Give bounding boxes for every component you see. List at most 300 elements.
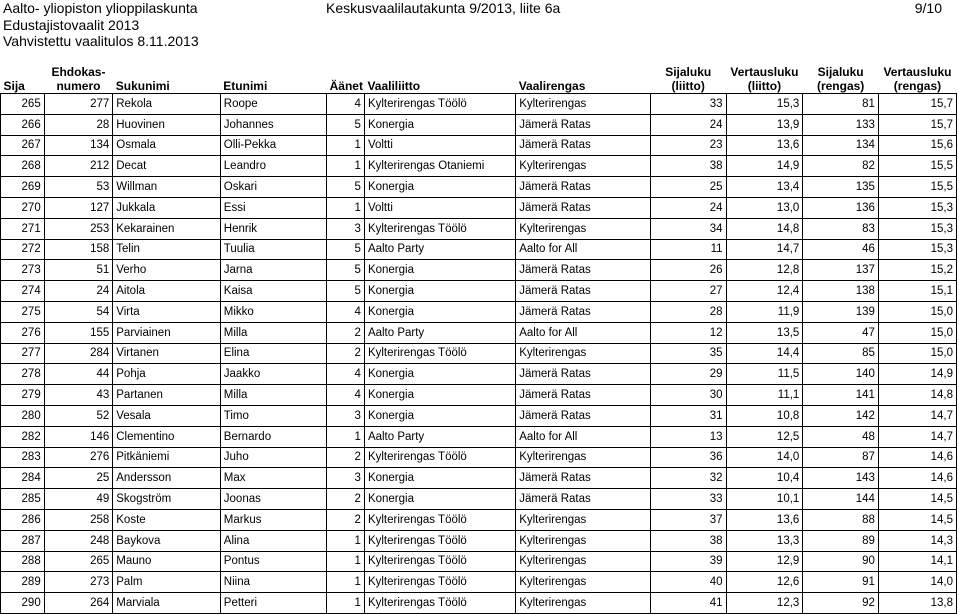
table-row: [1, 322, 957, 343]
cell-ehdokasnumero: 155: [44, 322, 113, 343]
cell-etunimi: Max: [220, 468, 326, 489]
cell-vaaliliitto: Konergia: [364, 468, 515, 489]
cell-vertausluku-liitto: 12,9: [726, 551, 803, 572]
cell-vaaliliitto: Konergia: [364, 260, 515, 281]
cell-vaalirengas: Kylterirengas: [516, 156, 651, 177]
cell-aanet: 5: [327, 281, 365, 302]
cell-sukunimi: Aitola: [113, 281, 221, 302]
cell-vaaliliitto: Kylterirengas Töölö: [364, 572, 515, 593]
cell-sijaluku-rengas: 142: [803, 405, 879, 426]
cell-sijaluku-rengas: 141: [803, 385, 879, 406]
cell-sukunimi: Decat: [113, 156, 221, 177]
cell-vertausluku-rengas: 14,3: [878, 530, 956, 551]
cell-sija: 271: [1, 218, 45, 239]
cell-vertausluku-rengas: 15,6: [878, 135, 956, 156]
column-header-aanet: Äänet: [329, 79, 363, 93]
cell-vaalirengas: Jämerä Ratas: [516, 260, 651, 281]
cell-vertausluku-rengas: 14,8: [878, 385, 956, 406]
cell-sijaluku-rengas: 135: [803, 177, 879, 198]
cell-vaaliliitto: Konergia: [364, 489, 515, 510]
table-row: [1, 572, 957, 593]
cell-aanet: 3: [327, 468, 365, 489]
cell-sijaluku-liitto: 40: [650, 572, 726, 593]
cell-sijaluku-liitto: 33: [650, 94, 726, 115]
cell-vertausluku-liitto: 13,4: [726, 177, 803, 198]
cell-vaalirengas: Jämerä Ratas: [516, 468, 651, 489]
cell-vaaliliitto: Kylterirengas Töölö: [364, 94, 515, 115]
cell-vaalirengas: Jämerä Ratas: [516, 301, 651, 322]
cell-vaaliliitto: Konergia: [364, 405, 515, 426]
cell-etunimi: Bernardo: [220, 426, 326, 447]
cell-vertausluku-liitto: 12,8: [726, 260, 803, 281]
cell-vaaliliitto: Konergia: [364, 364, 515, 385]
cell-aanet: 2: [327, 489, 365, 510]
cell-sijaluku-rengas: 134: [803, 135, 879, 156]
cell-sijaluku-liitto: 37: [650, 509, 726, 530]
cell-sija: 289: [1, 572, 45, 593]
cell-sijaluku-liitto: 29: [650, 364, 726, 385]
cell-vaalirengas: Kylterirengas: [516, 509, 651, 530]
cell-vaaliliitto: Voltti: [364, 135, 515, 156]
cell-vaaliliitto: Konergia: [364, 301, 515, 322]
cell-vertausluku-liitto: 11,5: [726, 364, 803, 385]
cell-vaalirengas: Kylterirengas: [516, 530, 651, 551]
table-row: [1, 239, 957, 260]
cell-vertausluku-rengas: 14,9: [878, 364, 956, 385]
cell-aanet: 4: [327, 94, 365, 115]
cell-vertausluku-rengas: 14,5: [878, 509, 956, 530]
cell-sija: 268: [1, 156, 45, 177]
cell-vertausluku-liitto: 10,8: [726, 405, 803, 426]
cell-vertausluku-liitto: 12,5: [726, 426, 803, 447]
cell-aanet: 5: [327, 260, 365, 281]
sijaluku-liitto-header-text: Sijaluku (liitto): [665, 65, 712, 93]
column-header-etunimi: Etunimi: [223, 79, 268, 93]
cell-sijaluku-rengas: 139: [803, 301, 879, 322]
cell-vaalirengas: Jämerä Ratas: [516, 114, 651, 135]
cell-sukunimi: Rekola: [113, 94, 221, 115]
cell-vertausluku-rengas: 15,1: [878, 281, 956, 302]
cell-ehdokasnumero: 276: [44, 447, 113, 468]
cell-sijaluku-rengas: 133: [803, 114, 879, 135]
cell-sijaluku-liitto: 25: [650, 177, 726, 198]
cell-sijaluku-liitto: 27: [650, 281, 726, 302]
cell-sija: 283: [1, 447, 45, 468]
cell-ehdokasnumero: 277: [44, 94, 113, 115]
cell-sijaluku-liitto: 30: [650, 385, 726, 406]
cell-sija: 272: [1, 239, 45, 260]
cell-sijaluku-rengas: 138: [803, 281, 879, 302]
cell-sija: 286: [1, 509, 45, 530]
cell-vaalirengas: Kylterirengas: [516, 218, 651, 239]
cell-sijaluku-liitto: 28: [650, 301, 726, 322]
cell-sukunimi: Virtanen: [113, 343, 221, 364]
cell-sukunimi: Telin: [113, 239, 221, 260]
cell-vaaliliitto: Konergia: [364, 385, 515, 406]
cell-sijaluku-liitto: 32: [650, 468, 726, 489]
column-header-sukunimi: Sukunimi: [115, 79, 170, 93]
cell-sijaluku-rengas: 143: [803, 468, 879, 489]
cell-sijaluku-liitto: 38: [650, 156, 726, 177]
cell-aanet: 4: [327, 385, 365, 406]
cell-vertausluku-rengas: 14,6: [878, 468, 956, 489]
cell-vaaliliitto: Aalto Party: [364, 322, 515, 343]
cell-vertausluku-rengas: 14,7: [878, 426, 956, 447]
column-header-vertausluku-liitto: [726, 63, 803, 94]
cell-vaalirengas: Jämerä Ratas: [516, 135, 651, 156]
cell-vertausluku-rengas: 15,0: [878, 343, 956, 364]
cell-aanet: 1: [327, 551, 365, 572]
cell-sija: 265: [1, 94, 45, 115]
cell-aanet: 4: [327, 301, 365, 322]
cell-ehdokasnumero: 264: [44, 593, 113, 614]
table-row: [1, 156, 957, 177]
cell-aanet: 1: [327, 156, 365, 177]
ehdokasnumero-header-text: Ehdokas- numero: [51, 65, 106, 93]
cell-vertausluku-rengas: 15,5: [878, 177, 956, 198]
confirmation-date: Vahvistettu vaalitulos 8.11.2013: [3, 33, 199, 49]
cell-etunimi: Jaakko: [220, 364, 326, 385]
cell-ehdokasnumero: 284: [44, 343, 113, 364]
cell-sukunimi: Jukkala: [113, 197, 221, 218]
table-row: [1, 364, 957, 385]
cell-sukunimi: Pohja: [113, 364, 221, 385]
cell-etunimi: Mikko: [220, 301, 326, 322]
cell-vaaliliitto: Kylterirengas Töölö: [364, 447, 515, 468]
cell-vertausluku-rengas: 14,7: [878, 405, 956, 426]
cell-etunimi: Markus: [220, 509, 326, 530]
cell-aanet: 2: [327, 447, 365, 468]
cell-sijaluku-rengas: 46: [803, 239, 879, 260]
cell-sijaluku-liitto: 24: [650, 197, 726, 218]
cell-sukunimi: Andersson: [113, 468, 221, 489]
cell-etunimi: Henrik: [220, 218, 326, 239]
cell-aanet: 1: [327, 530, 365, 551]
table-row: [1, 343, 957, 364]
cell-sijaluku-rengas: 144: [803, 489, 879, 510]
election-name: Edustajistovaalit 2013: [3, 16, 140, 33]
cell-sijaluku-rengas: 136: [803, 197, 879, 218]
cell-vaalirengas: Kylterirengas: [516, 572, 651, 593]
cell-etunimi: Jarna: [220, 260, 326, 281]
table-row: [1, 551, 957, 572]
cell-vaaliliitto: Kylterirengas Otaniemi: [364, 156, 515, 177]
cell-etunimi: Joonas: [220, 489, 326, 510]
table-row: [1, 94, 957, 115]
cell-sijaluku-liitto: 12: [650, 322, 726, 343]
cell-sija: 267: [1, 135, 45, 156]
table-row: [1, 177, 957, 198]
cell-sijaluku-liitto: 23: [650, 135, 726, 156]
cell-sijaluku-rengas: 89: [803, 530, 879, 551]
cell-sukunimi: Virta: [113, 301, 221, 322]
cell-sukunimi: Huovinen: [113, 114, 221, 135]
cell-etunimi: Alina: [220, 530, 326, 551]
cell-vaaliliitto: Konergia: [364, 177, 515, 198]
table-row: [1, 530, 957, 551]
cell-etunimi: Timo: [220, 405, 326, 426]
cell-vertausluku-rengas: 15,5: [878, 156, 956, 177]
cell-vertausluku-liitto: 12,3: [726, 593, 803, 614]
cell-ehdokasnumero: 24: [44, 281, 113, 302]
cell-sijaluku-liitto: 13: [650, 426, 726, 447]
cell-ehdokasnumero: 54: [44, 301, 113, 322]
cell-vertausluku-liitto: 10,1: [726, 489, 803, 510]
cell-vaalirengas: Aalto for All: [516, 426, 651, 447]
cell-ehdokasnumero: 158: [44, 239, 113, 260]
cell-vertausluku-rengas: 15,0: [878, 301, 956, 322]
cell-sukunimi: Mauno: [113, 551, 221, 572]
cell-vaaliliitto: Konergia: [364, 281, 515, 302]
vertausluku-liitto-header-text: Vertausluku (liitto): [730, 65, 799, 93]
cell-ehdokasnumero: 52: [44, 405, 113, 426]
cell-sijaluku-liitto: 31: [650, 405, 726, 426]
document-header-left: [3, 0, 199, 50]
cell-sija: 280: [1, 405, 45, 426]
cell-etunimi: Tuulia: [220, 239, 326, 260]
cell-ehdokasnumero: 253: [44, 218, 113, 239]
cell-sijaluku-rengas: 91: [803, 572, 879, 593]
cell-vaalirengas: Jämerä Ratas: [516, 405, 651, 426]
table-row: [1, 509, 957, 530]
cell-sijaluku-liitto: 36: [650, 447, 726, 468]
cell-ehdokasnumero: 146: [44, 426, 113, 447]
cell-vertausluku-rengas: 14,1: [878, 551, 956, 572]
cell-vaalirengas: Kylterirengas: [516, 447, 651, 468]
cell-vaalirengas: Jämerä Ratas: [516, 489, 651, 510]
cell-vertausluku-liitto: 13,5: [726, 322, 803, 343]
cell-ehdokasnumero: 258: [44, 509, 113, 530]
cell-aanet: 2: [327, 322, 365, 343]
cell-vaalirengas: Aalto for All: [516, 322, 651, 343]
table-row: [1, 260, 957, 281]
results-table: [0, 63, 957, 614]
cell-ehdokasnumero: 265: [44, 551, 113, 572]
cell-sijaluku-liitto: 33: [650, 489, 726, 510]
table-row: [1, 281, 957, 302]
cell-sukunimi: Parviainen: [113, 322, 221, 343]
cell-sukunimi: Pitkäniemi: [113, 447, 221, 468]
table-row: [1, 385, 957, 406]
cell-ehdokasnumero: 44: [44, 364, 113, 385]
cell-vaalirengas: Kylterirengas: [516, 343, 651, 364]
cell-sukunimi: Clementino: [113, 426, 221, 447]
cell-etunimi: Milla: [220, 385, 326, 406]
cell-sijaluku-rengas: 83: [803, 218, 879, 239]
cell-sija: 269: [1, 177, 45, 198]
table-row: [1, 218, 957, 239]
column-header-sijaluku-liitto: [650, 63, 726, 94]
cell-sijaluku-rengas: 90: [803, 551, 879, 572]
cell-vertausluku-liitto: 10,4: [726, 468, 803, 489]
cell-sija: 285: [1, 489, 45, 510]
cell-sijaluku-rengas: 82: [803, 156, 879, 177]
table-row: [1, 426, 957, 447]
cell-vertausluku-rengas: 14,5: [878, 489, 956, 510]
committee-reference: Keskusvaalilautakunta 9/2013, liite 6a: [326, 0, 561, 16]
table-row: [1, 135, 957, 156]
cell-vertausluku-rengas: 15,2: [878, 260, 956, 281]
cell-vertausluku-rengas: 15,3: [878, 218, 956, 239]
cell-sukunimi: Palm: [113, 572, 221, 593]
cell-sija: 278: [1, 364, 45, 385]
cell-sukunimi: Osmala: [113, 135, 221, 156]
cell-vertausluku-liitto: 15,3: [726, 94, 803, 115]
cell-sijaluku-liitto: 34: [650, 218, 726, 239]
cell-vaalirengas: Jämerä Ratas: [516, 197, 651, 218]
cell-aanet: 1: [327, 197, 365, 218]
cell-sijaluku-rengas: 137: [803, 260, 879, 281]
cell-aanet: 1: [327, 135, 365, 156]
cell-vertausluku-liitto: 12,4: [726, 281, 803, 302]
cell-vertausluku-rengas: 15,7: [878, 114, 956, 135]
cell-sijaluku-liitto: 24: [650, 114, 726, 135]
cell-ehdokasnumero: 248: [44, 530, 113, 551]
cell-ehdokasnumero: 127: [44, 197, 113, 218]
cell-vertausluku-liitto: 13,3: [726, 530, 803, 551]
cell-ehdokasnumero: 51: [44, 260, 113, 281]
column-header-sijaluku-rengas: [803, 63, 879, 94]
cell-aanet: 4: [327, 364, 365, 385]
cell-sija: 282: [1, 426, 45, 447]
table-body: [1, 94, 957, 614]
cell-sijaluku-rengas: 48: [803, 426, 879, 447]
cell-vertausluku-liitto: 13,6: [726, 135, 803, 156]
cell-vaaliliitto: Kylterirengas Töölö: [364, 551, 515, 572]
cell-sijaluku-liitto: 39: [650, 551, 726, 572]
cell-ehdokasnumero: 273: [44, 572, 113, 593]
cell-vertausluku-liitto: 13,6: [726, 509, 803, 530]
cell-aanet: 3: [327, 218, 365, 239]
cell-vaaliliitto: Kylterirengas Töölö: [364, 509, 515, 530]
cell-vertausluku-liitto: 13,0: [726, 197, 803, 218]
cell-etunimi: Oskari: [220, 177, 326, 198]
table-row: [1, 197, 957, 218]
cell-sija: 275: [1, 301, 45, 322]
table-row: [1, 405, 957, 426]
cell-etunimi: Leandro: [220, 156, 326, 177]
cell-etunimi: Niina: [220, 572, 326, 593]
table-header-row: [1, 63, 957, 94]
cell-sija: 274: [1, 281, 45, 302]
table-row: [1, 301, 957, 322]
cell-sukunimi: Koste: [113, 509, 221, 530]
cell-vaalirengas: Kylterirengas: [516, 551, 651, 572]
cell-vertausluku-liitto: 12,6: [726, 572, 803, 593]
cell-sija: 288: [1, 551, 45, 572]
cell-vertausluku-liitto: 11,1: [726, 385, 803, 406]
cell-vertausluku-rengas: 15,7: [878, 94, 956, 115]
cell-aanet: 1: [327, 593, 365, 614]
cell-sija: 266: [1, 114, 45, 135]
cell-vertausluku-liitto: 14,8: [726, 218, 803, 239]
cell-sija: 290: [1, 593, 45, 614]
cell-sijaluku-liitto: 11: [650, 239, 726, 260]
cell-aanet: 2: [327, 343, 365, 364]
cell-vertausluku-rengas: 15,3: [878, 239, 956, 260]
organization-name: Aalto- yliopiston ylioppilaskunta: [3, 0, 198, 16]
cell-vaaliliitto: Kylterirengas Töölö: [364, 343, 515, 364]
cell-ehdokasnumero: 28: [44, 114, 113, 135]
cell-aanet: 3: [327, 405, 365, 426]
cell-vertausluku-liitto: 14,9: [726, 156, 803, 177]
sijaluku-rengas-header-text: Sijaluku (rengas): [816, 65, 865, 93]
cell-sijaluku-liitto: 41: [650, 593, 726, 614]
cell-sija: 277: [1, 343, 45, 364]
cell-aanet: 5: [327, 177, 365, 198]
cell-sukunimi: Skogström: [113, 489, 221, 510]
cell-sijaluku-rengas: 92: [803, 593, 879, 614]
cell-etunimi: Johannes: [220, 114, 326, 135]
cell-sijaluku-rengas: 81: [803, 94, 879, 115]
cell-vaalirengas: Kylterirengas: [516, 94, 651, 115]
cell-sijaluku-rengas: 85: [803, 343, 879, 364]
cell-sijaluku-rengas: 87: [803, 447, 879, 468]
cell-aanet: 2: [327, 509, 365, 530]
cell-vaaliliitto: Kylterirengas Töölö: [364, 218, 515, 239]
cell-sukunimi: Kekarainen: [113, 218, 221, 239]
cell-vertausluku-rengas: 15,0: [878, 322, 956, 343]
cell-sija: 270: [1, 197, 45, 218]
cell-aanet: 5: [327, 239, 365, 260]
cell-vaaliliitto: Aalto Party: [364, 426, 515, 447]
cell-sija: 276: [1, 322, 45, 343]
cell-sukunimi: Partanen: [113, 385, 221, 406]
cell-vertausluku-liitto: 14,7: [726, 239, 803, 260]
cell-sijaluku-liitto: 26: [650, 260, 726, 281]
cell-vaaliliitto: Voltti: [364, 197, 515, 218]
table-row: [1, 593, 957, 614]
cell-etunimi: Essi: [220, 197, 326, 218]
cell-sijaluku-rengas: 88: [803, 509, 879, 530]
cell-vertausluku-rengas: 14,0: [878, 572, 956, 593]
cell-vaalirengas: Jämerä Ratas: [516, 177, 651, 198]
cell-sukunimi: Verho: [113, 260, 221, 281]
cell-etunimi: Milla: [220, 322, 326, 343]
cell-vaalirengas: Jämerä Ratas: [516, 364, 651, 385]
cell-sukunimi: Baykova: [113, 530, 221, 551]
column-header-ehdokasnumero: [44, 63, 113, 94]
cell-etunimi: Juho: [220, 447, 326, 468]
table-row: [1, 468, 957, 489]
cell-ehdokasnumero: 25: [44, 468, 113, 489]
cell-ehdokasnumero: 53: [44, 177, 113, 198]
cell-vaalirengas: Aalto for All: [516, 239, 651, 260]
column-header-vaaliliitto: Vaaliliitto: [367, 79, 421, 93]
cell-ehdokasnumero: 212: [44, 156, 113, 177]
cell-aanet: 1: [327, 426, 365, 447]
cell-sijaluku-liitto: 38: [650, 530, 726, 551]
cell-etunimi: Kaisa: [220, 281, 326, 302]
cell-ehdokasnumero: 43: [44, 385, 113, 406]
cell-vaaliliitto: Kylterirengas Töölö: [364, 530, 515, 551]
table-row: [1, 447, 957, 468]
cell-aanet: 5: [327, 114, 365, 135]
cell-vertausluku-liitto: 14,0: [726, 447, 803, 468]
cell-aanet: 1: [327, 572, 365, 593]
cell-etunimi: Petteri: [220, 593, 326, 614]
cell-vaaliliitto: Aalto Party: [364, 239, 515, 260]
cell-vaalirengas: Jämerä Ratas: [516, 281, 651, 302]
cell-ehdokasnumero: 49: [44, 489, 113, 510]
column-header-sija: Sija: [3, 79, 25, 93]
cell-vertausluku-liitto: 13,9: [726, 114, 803, 135]
cell-vaaliliitto: Kylterirengas Töölö: [364, 593, 515, 614]
cell-etunimi: Olli-Pekka: [220, 135, 326, 156]
cell-etunimi: Pontus: [220, 551, 326, 572]
cell-vertausluku-rengas: 14,6: [878, 447, 956, 468]
column-header-vaalirengas: Vaalirengas: [518, 79, 586, 93]
